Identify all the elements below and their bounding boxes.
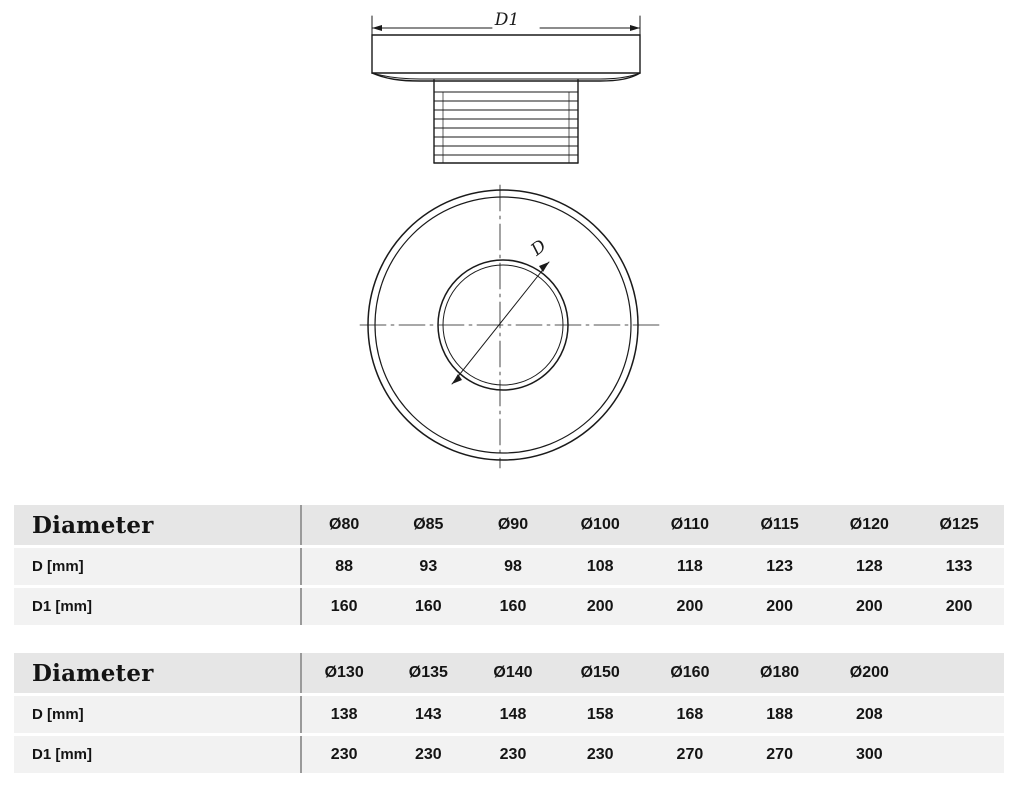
- table2-col-5: Ø180: [735, 653, 825, 693]
- table1-header-label: Diameter: [14, 505, 301, 545]
- table2-row0-empty: [914, 696, 1004, 733]
- table2-row0-val6: 208: [824, 696, 914, 733]
- table1-col-5: Ø115: [735, 505, 825, 545]
- table1-row1-val1: 160: [386, 588, 471, 625]
- table1-row1-val7: 200: [914, 588, 1004, 625]
- table1-col-6: Ø120: [824, 505, 914, 545]
- table2-col-3: Ø150: [555, 653, 645, 693]
- table2-col-6: Ø200: [824, 653, 914, 693]
- table1-row0-val1: 93: [386, 548, 471, 585]
- table2-row0-val2: 148: [471, 696, 556, 733]
- table2-col-1: Ø135: [386, 653, 471, 693]
- table-row: [14, 505, 1004, 545]
- table1-row0-val4: 118: [645, 548, 735, 585]
- table1-row1-val6: 200: [824, 588, 914, 625]
- table2-row0-label: D [mm]: [14, 696, 301, 733]
- table1-row0-val6: 128: [824, 548, 914, 585]
- table2-header-label: Diameter: [14, 653, 301, 693]
- table1-row0-val0: 88: [301, 548, 386, 585]
- table1-row0-val5: 123: [735, 548, 825, 585]
- table2-col-0: Ø130: [301, 653, 386, 693]
- spec-table-1: [14, 505, 1014, 625]
- plan-view: [360, 185, 660, 468]
- table1-row0-label: D [mm]: [14, 548, 301, 585]
- table1-col-3: Ø100: [555, 505, 645, 545]
- table1-row1-label: D1 [mm]: [14, 588, 301, 625]
- table2-row0-val0: 138: [301, 696, 386, 733]
- table1-col-4: Ø110: [645, 505, 735, 545]
- d-dimension-leader: [452, 262, 549, 384]
- table1-row1-val2: 160: [471, 588, 556, 625]
- table1-col-0: Ø80: [301, 505, 386, 545]
- table2-row0-val3: 158: [555, 696, 645, 733]
- table2-row1-val0: 230: [301, 736, 386, 773]
- table2-row1-val4: 270: [645, 736, 735, 773]
- threaded-pipe: [434, 80, 578, 163]
- table1-col-2: Ø90: [471, 505, 556, 545]
- flange-plate: [372, 35, 640, 81]
- table2-row1-empty: [914, 736, 1004, 773]
- table1-col-7: Ø125: [914, 505, 1004, 545]
- table2-row1-label: D1 [mm]: [14, 736, 301, 773]
- d1-label: D1: [494, 10, 520, 30]
- d-label: D: [527, 235, 551, 261]
- table-row: [14, 653, 1004, 693]
- table2-row0-val5: 188: [735, 696, 825, 733]
- table-row: [14, 588, 1004, 625]
- table1-row1-val4: 200: [645, 588, 735, 625]
- table1-row1-val3: 200: [555, 588, 645, 625]
- table2-col-4: Ø160: [645, 653, 735, 693]
- table2-row1-val1: 230: [386, 736, 471, 773]
- table1-row0-val3: 108: [555, 548, 645, 585]
- table1-col-1: Ø85: [386, 505, 471, 545]
- table2-row1-val2: 230: [471, 736, 556, 773]
- table2-col-empty: [914, 653, 1004, 693]
- table1-row0-val7: 133: [914, 548, 1004, 585]
- table2-row1-val3: 230: [555, 736, 645, 773]
- specification-tables: [14, 505, 1014, 773]
- table-gap: [14, 625, 1014, 653]
- table1-row0-val2: 98: [471, 548, 556, 585]
- table2-row1-val5: 270: [735, 736, 825, 773]
- table2-row0-val1: 143: [386, 696, 471, 733]
- table1-row1-val0: 160: [301, 588, 386, 625]
- table2-row1-val6: 300: [824, 736, 914, 773]
- table1-row1-val5: 200: [735, 588, 825, 625]
- table2-row0-val4: 168: [645, 696, 735, 733]
- spec-table-2: [14, 653, 1014, 773]
- table2-col-2: Ø140: [471, 653, 556, 693]
- table-row: [14, 696, 1004, 733]
- table-row: [14, 736, 1004, 773]
- table-row: [14, 548, 1004, 585]
